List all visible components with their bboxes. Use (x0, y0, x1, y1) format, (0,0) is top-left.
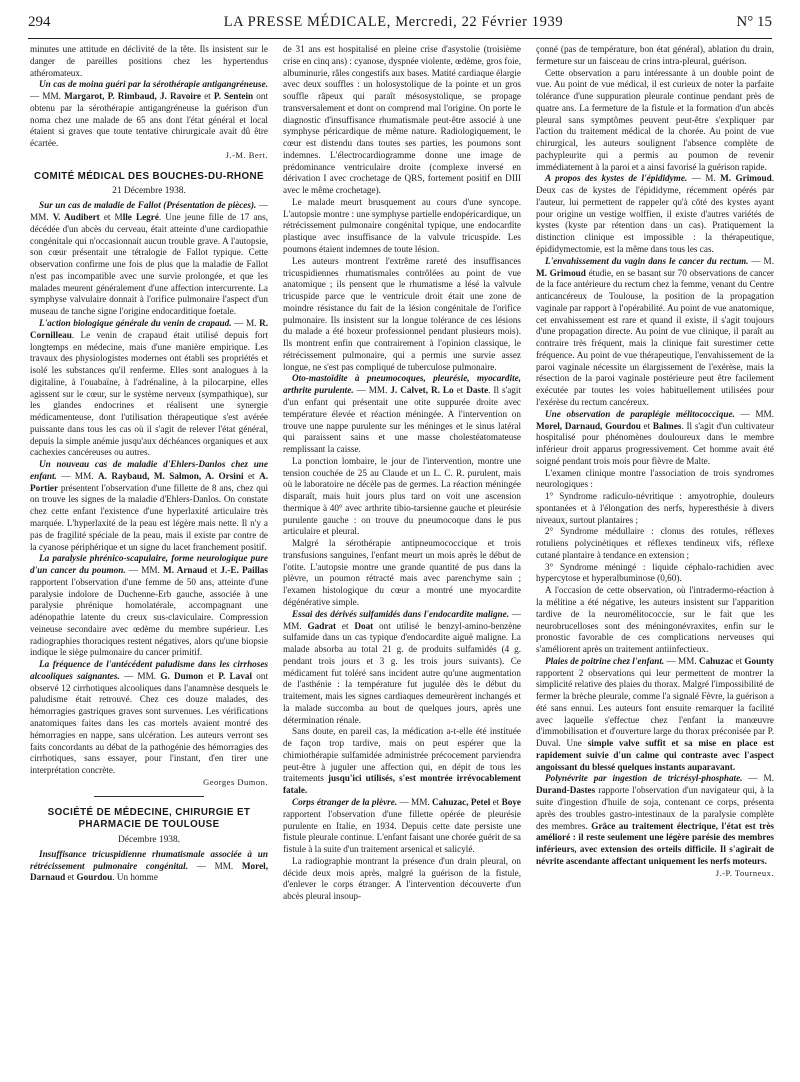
text-run: . Il s'agit d'un enfant qui présentait une otite suppurée droite avec température élevée et réaction méningée. A l'intervention on trouve une nappe purulente sur les méninges et le sinus latéral qui paraissent sains et une masse cholestéatomateuse remplissant la caisse. (283, 385, 521, 455)
paragraph (283, 797, 521, 856)
text-run: étudie, en se basant sur 70 observations de cancer de la face antérieure du rectum chez la femme, venant du Centre anticancéreux de Toulouse, la position de la propagation vaginale par rapport à l'opérabilité. Au point de vue anatomique, cet envahissement est rare et quand il existe, il s'agit toujours d'une propagation directe. Au point de vue clinique, il paraît au contraire très fréquent, mais la clinique fait surestimer cette fréquence. Au point de vue thérapeutique, l'envahissement de la paroi vaginale nécessite un élargissement de l'exérèse, mais la résection de la paroi vaginale postérieure peut être facilement exécutée par toutes les voies habituellement utilisées pour l'exérèse du rectum cancéreux. (536, 267, 774, 407)
text-run: — M. (231, 317, 260, 328)
section-title: L'envahissement du vagin dans le cancer du rectum. (545, 255, 749, 266)
paragraph (283, 538, 521, 609)
author-name: Morel, Darnaud (30, 860, 268, 883)
section-title: Essai des dérivés sulfamidés dans l'endocardite maligne. (292, 608, 510, 619)
section-title: Polynévrite par ingestion de tricrésyl-phosphate. (545, 773, 743, 784)
author-name: Gourdou (76, 872, 113, 883)
author-name: lle (122, 212, 132, 223)
paragraph (536, 44, 774, 68)
text-run: Cette observation a paru intéressante à un double point de vue. Au point de vue médical, il est curieux de noter la parfaite tolérance d'une suppuration pleurale continue pendant près de quatre ans. La fermeture de la fistule et la formation d'un abcès pleural sans symptômes peuvent peut-être s'expliquer par l'action du traitement médical de la chorée. Au point de vue chirurgical, les auteurs soulignent l'absence complète de pachypleurite qui a permis au poumon de revenir immédiatement à la paroi et a ainsi favorisé la guérison rapide. (536, 67, 774, 172)
paragraph (536, 409, 774, 468)
text-run: . Un homme (112, 872, 158, 883)
paragraph (283, 856, 521, 903)
section-title: Sur un cas de maladie de Fallot (Présentation de pièces). (39, 200, 257, 211)
author-name: Cahuzac (698, 655, 734, 666)
section-title: Un nouveau cas de maladie d'Ehlers-Danlos chez une enfant. (30, 459, 268, 481)
text-run: et (207, 565, 221, 576)
signature: J.-M. Bert. (225, 149, 268, 160)
text-run: et (490, 797, 502, 807)
signature: Georges Dumon. (203, 776, 268, 787)
text-run: La ponction lombaire, le jour de l'intervention, montre une tension couchée de 25 au Claude et un L. C. R. purulent, mais où le laboratoire ne décèle pas de germes. La réaction méningée disparaît, mais huit jours plus tard on voit une ascension thermique à 40° avec arthrite tibio-tarsienne gauche et pleurésie purulente gauche : on trouve du pneumocoque dans le pus articulaire et pleural. (283, 455, 521, 537)
text-run: — MM. (125, 565, 164, 576)
session-date: Décembre 1938. (118, 834, 180, 845)
section-title: A propos des kystes de l'épididyme. (545, 173, 688, 184)
text-run: et (336, 620, 355, 631)
section-title: Plaies de poitrine chez l'enfant. (545, 655, 665, 666)
text-run: . Deux cas de kystes de l'épididyme, récemment opérés par l'auteur, lui permettent de rappeler qu'à côté des kystes ayant pour origine un vestige wolffien, il existe d'autres variétés de kystes (kyste par rétention dans un cas). Pratiquement la distinction clinique est impossible : la thérapeutique, épididymectomie, est la même dans tous les cas. (536, 173, 774, 255)
author-name: J.-E. Paillas (220, 565, 268, 576)
text-run: — M. (742, 773, 774, 784)
paragraph (536, 773, 774, 867)
text-run: — M. (748, 255, 774, 266)
text-run: . Le venin de crapaud était utilisé depuis fort longtemps en médecine, mais d'une manière empirique. Les travaux des physiologistes modernes ont établi ses propriétés et isolé les substances qu'il renferme. Elles sont analogues à la digitaline, à l'ouabaïne, à l'adrénaline, à la pilocarpine, elles agissent sur le cœur, sur le système nerveux (sympathique), sur les glandes endocrines et réalisent une synergie médicamenteuse, dont l'utilisation thérapeutique s'est avérée puissante dans tous les cas où il s'agit de relever l'état général, depuis la simple anémie jusqu'aux déchéances organiques et aux cachexies cancéreuses ou autres. (30, 329, 268, 458)
text-run: rapporte l'observation d'un navigateur qui, à la suite d'ingestion d'huile de soja, contenant ce corps, présenta après des troubles gastro-intestinaux de la paralysie complète des membres. (536, 785, 774, 831)
text-run: La radiographie montrant la présence d'un drain pleural, on décide deux mois après, malgré la guérison de la fistule, d'enlever le corps étranger. A l'intervention découverte d'un abcès pleural insoup- (283, 855, 521, 902)
paragraph (283, 726, 521, 797)
text-run: — MM. (30, 91, 65, 102)
text-run: et (640, 420, 653, 431)
paragraph (30, 44, 268, 79)
author-name: Doat (354, 620, 374, 631)
column-3 (536, 44, 774, 1074)
author-name: V. Audibert (52, 212, 100, 223)
paragraph (283, 373, 521, 455)
text-run: ont observé 12 cirrhotiques alcooliques dans l'anamnèse desquels le paludisme était retrouvé. Chez ces douze malades, des hémorragies gastriques graves sont survenues. Les vérifications anatomiques faites dans les cas mortels avaient montré des hémorragies en nappe, sans ulcération. Les auteurs verront ses faits concordants au débat de la pathogénie des hémorragies des cirrhotiques, sans essayer, pour l'instant, d'en tirer une interprétation concrète. (30, 670, 268, 776)
text-run: — M. (687, 173, 721, 184)
paragraph (283, 256, 521, 374)
text-run: Le malade meurt brusquement au cours d'une syncope. L'autopsie montre : une symphyse partielle endopéricardique, un rétrécissement pulmonaire congénital typique, une endocardite plastique avec insuffisance de la valvule tricuspide. Les poumons étaient indemnes de toute lésion. (283, 196, 521, 255)
column-2 (283, 44, 521, 1074)
text-run: et (65, 872, 77, 883)
page-number: 294 (28, 14, 51, 30)
paragraph (30, 79, 268, 150)
paragraph (30, 553, 268, 659)
author-name: Durand-Dastes (536, 785, 596, 796)
text-run: et (203, 670, 219, 681)
paragraph (30, 659, 268, 777)
text-run: et M (99, 212, 123, 223)
author-name: A. Raybaud, M. Salmon, A. Orsini (97, 470, 244, 481)
text-run: et (243, 470, 260, 481)
journal-title: LA PRESSE MÉDICALE, Mercredi, 22 Février 1939 (223, 14, 564, 30)
session-date: 21 Décembre 1938. (112, 186, 186, 197)
issue-number: N° 15 (736, 14, 772, 30)
text-run: — MM. (188, 860, 242, 871)
text-run: Grâce au traitement électrique, l'état est très amélioré : il reste seulement une légère parésie des membres inférieurs, avec extension des orteils difficile. Il s'agirait de névrite ascendante affectant uniquement les nerfs moteurs. (536, 820, 774, 866)
text-run: minutes une attitude en déclivité de la tête. Ils insistent sur le danger de pareilles positions chez les hypertendus athéromateux. (30, 44, 268, 78)
paragraph (536, 468, 774, 492)
paragraph (283, 44, 521, 197)
paragraph (283, 609, 521, 727)
author-name: Gadrat (307, 620, 337, 631)
paragraph (283, 197, 521, 256)
text-run: présentent l'observation d'une fillette de 8 ans, chez qui on trouve les signes de la maladie d'Ehlers-Danlos. On constate chez cette enfant l'existence d'une hyperlaxité articulaire très marquée. L'hyperlaxité de la peau est légère mais nette. Il n'y a pas de fragilité spéciale de la peau, mais il existe par contre de la cyanose périphérique et un signe du lacet franchement positif. (30, 482, 268, 552)
author-name: Boye (501, 797, 521, 807)
author-name: A. Portier (30, 470, 268, 493)
author-name: M. Grimoud (720, 173, 772, 184)
author-name: P. Laval (218, 670, 253, 681)
text-run: A l'occasion de cette observation, où l'intradermo-réaction à la mélitine a été négative, les auteurs insistent sur l'apparition tardive de la neuromélitococcie, sur le fait que les neurobrucelloses sont des méningonévraxites, enfin sur le pronostic favorable de ces complications nerveuses qui s'améliorent après un traitement antiinfectieux. (536, 585, 774, 655)
text-run: çonné (pas de température, bon état général), ablation du drain, fermeture sur un faisceau de crins intra-pleural, guérison. (536, 44, 774, 66)
author-name: J. Calvet, R. Lo (390, 385, 454, 396)
text-run: ont obtenu par la sérothérapie antigangréneuse la guérison d'un noma chez une malade de 65 ans dont l'état général et local étaient si graves que toute tentative chirurgicale avait dû être écartée. (30, 91, 268, 149)
section-title: Une observation de paraplégie mélitococcique. (545, 408, 735, 419)
author-name: M. Arnaud (163, 565, 208, 576)
text-run: simple valve suffit et sa mise en place est rapidement suivie d'un calme qui contraste avec l'aspect angoissant du blessé quelques instants auparavant. (536, 738, 774, 772)
text-run: 3° Syndrome méningé : liquide céphalo-rachidien avec hypercytose et hyperalbuminose (0,60). (536, 561, 774, 584)
text-run: . Il s'agit d'un cultivateur hospitalisé pour phénomènes douloureux dans le membre inférieur droit apparus progressivement. Cet homme avait été soigné pendant trois mois pour fièvre de Malte. (536, 420, 774, 466)
author-name: M. Grimoud (536, 267, 586, 278)
paragraph (536, 526, 774, 561)
section-title: Corps étranger de la plèvre. (292, 797, 398, 807)
paragraph (30, 849, 268, 884)
author-name: Cahuzac, Petel (432, 797, 491, 807)
author-name: Daste (466, 385, 489, 396)
text-run: ont utilisé le benzyl-amino-benzène sulfamide dans un cas typique d'endocardite aiguë maligne. La malade absorba au total 21 g. de produits sulfamidés (4 g. pendant trois jours et 3 g. les trois jours suivants). Ce médicament fut toléré sans incident autre qu'une augmentation de l'asthénie : la température fut jugulée dès le début du traitement, mais les signes cardiaques demeurèrent inchangés et la malade succomba au bout de quelques jours, après une détermination rénale. (283, 620, 521, 725)
text-run: — MM. (30, 200, 268, 223)
text-run: jusqu'ici utilisés, s'est montrée irrévocablement fatale. (283, 773, 521, 796)
header-rule (28, 38, 772, 39)
column-1 (30, 44, 268, 1074)
paragraph (30, 318, 268, 459)
paragraph (30, 200, 268, 318)
section-title: La paralysie phrénico-scapulaire, forme neurologique pure d'un cancer du poumon. (30, 553, 268, 576)
page-header (28, 14, 772, 34)
paragraph (536, 173, 774, 255)
section-title: Un cas de moina guéri par la sérothérapie antigangréneuse. (39, 79, 268, 90)
section-title: Insuffisance tricuspidienne rhumatismale associée à un rétrécissement pulmonaire congénital. (30, 848, 268, 871)
text-run: — MM. (56, 470, 98, 481)
text-run: Malgré la sérothérapie antipneumococcique et trois transfusions sanguines, l'enfant meurt un mois après le début de l'otite. L'autopsie montre une grande quantité de pus dans la plèvre, un poumon rétracté mais avec parenchyme sain ; l'examen histologique du cœur a montré une myocardite dégénérative simple. (283, 538, 521, 607)
text-run: — MM. (734, 408, 774, 419)
paragraph (536, 491, 774, 526)
text-run: 1° Syndrome radiculo-névritique : amyotrophie, douleurs spontanées et à l'élongation des nerfs, hyperesthésie à divers niveaux, surtout plantaires ; (536, 491, 774, 525)
paragraph (283, 456, 521, 538)
signature: J.-P. Tourneux. (715, 867, 774, 878)
text-run: rapportent l'observation d'une femme de 50 ans, atteinte d'une paralysie indolore de Duchenne-Erb gauche, associée à une paralysie phrénique homolatérale, accompagnant une adénopathie latente du creux sus-claviculaire. Compression veineuse secondaire avec œdème du membre supérieur. Les radiographies thoraciques restent négatives, alors qu'une biopsie indique le siège pulmonaire du cancer primitif. (30, 576, 268, 658)
paragraph (536, 256, 774, 409)
society-heading: COMITÉ MÉDICAL DES BOUCHES-DU-RHONE (34, 170, 264, 182)
text-run: — MM. (664, 655, 699, 666)
text-run: — MM. (353, 385, 391, 396)
author-name: R. Cornilleau (30, 317, 268, 340)
text-run: et (453, 385, 467, 396)
text-run: rapportent l'observation d'une fillette opérée de pleurésie purulente en Italie, en 1934. Depuis cette date persiste une fistule pleurale continue. L'enfant faisant une chorée guérit de sa fistule à la suite d'un traitement arsenical et salicylé. (283, 808, 521, 855)
text-run: 2° Syndrome médullaire : clonus des rotules, réflexes rotuliens polycinétiques et réflexes tendineux vifs, réflexe cutané plantaire à tendance en extension ; (536, 526, 774, 560)
text-run: Les auteurs montrent l'extrême rareté des insuffisances tricuspidiennes rhumatismales contrôlées au point de vue anatomique ; ils pensent que le rhumatisme a lésé la valvule tricuspide parce que le ventricule droit était une zone de moindre résistance du fait de la lésion congénitale de l'orifice pulmonaire. Ils insistent sur la longue tolérance de ces lésions du malade a été boxeur professionnel pendant plusieurs mois). Ils montrent enfin que contrairement à l'opinion classique, le rétrécissement pulmonaire, qui a permis une survie assez longue, ne s'est pas compliqué de tuberculose pulmonaire. (283, 255, 521, 372)
text-run: L'examen clinique montre l'association de trois syndromes neurologiques : (536, 467, 774, 490)
author-name: Gounty (744, 655, 774, 666)
section-title: Oto-mastoïdite à pneumocoques, pleurésie, myocardite, arthrite purulente. (283, 373, 521, 396)
paragraph (536, 562, 774, 586)
text-run: — MM. (397, 797, 433, 807)
society-heading: SOCIÉTÉ DE MÉDECINE, CHIRURGIE ET PHARMACIE DE TOULOUSE (47, 806, 251, 831)
paragraph (536, 585, 774, 656)
section-separator (94, 796, 204, 797)
text-run: Sans doute, en pareil cas, la médication a-t-elle été instituée de façon trop tardive, mais on peut espérer que la chimiothérapie sulfamidée administrée précocement parviendra peut-être à juguler une affection qui, en dépit de tous les traitements (283, 726, 521, 784)
text-run: — MM. (119, 670, 161, 681)
section-title: La fréquence de l'antécédent paludisme dans les cirrhoses alcooliques saignantes. (30, 659, 268, 681)
paragraph (536, 656, 774, 774)
text-run: et (733, 655, 745, 666)
text-run: et (200, 91, 214, 102)
paragraph (536, 68, 774, 174)
author-name: G. Dumon (160, 670, 204, 681)
author-name: Legré (135, 212, 159, 223)
author-name: P. Sentein (213, 91, 254, 102)
text-run: rapportent 2 observations qui leur permettent de montrer la simplicité relative des plaies du thorax. Malgré l'impossibilité de fermer la brèche pleurale, comme l'a signalé Fèvre, la guérison a été sans ennui. Les auteurs font ensuite remarquer la facilité avec laquelle s'effectue chez l'enfant la manœuvre d'immobilisation et d'ouverture large du thorax préconisée par P. Duval. Une (536, 667, 774, 749)
author-name: Balmes (652, 420, 682, 431)
author-name: Morel, Darnaud, Gourdou (536, 420, 641, 431)
paragraph (30, 459, 268, 553)
text-run: — MM. (283, 608, 521, 631)
author-name: Margarot, P. Rimbaud, J. Ravoire (64, 91, 201, 102)
section-title: L'action biologique générale du venin de crapaud. (39, 317, 232, 328)
text-run: de 31 ans est hospitalisé en pleine crise d'asystolie (troisième crise en cinq ans) : cyanose, dyspnée violente, œdème, gros foie, albuminurie, râles congestifs aux bases. Matité cardiaque élargie avec deux souffles : un holosystolique de la pointe et un gros souffle râpeux qui paraît mésosystolique, se propage transversalement et dont on comprend mal l'origine. On porte le diagnostic d'insuffisance rhumatismale peut-être associé à une symphyse péricardique de même nature. Radiologiquement, le cœur est distendu dans toutes ses parties, les poumons sont indemnes. L'électrocardiogramme donne une image de prédominance ventriculaire droite (complexe inversé en dérivation I avec crochetage de QRS, fortement positif en DIII avec le même crochetage). (283, 44, 521, 196)
text-run: . Une jeune fille de 17 ans, décédée d'un abcès du cerveau, était atteinte d'une cardiopathie congénitale qui n'occasionnait aucun trouble grave. A l'autopsie, son cœur présentait une tétralogie de Fallot typique. Cette observation confirme une fois de plus que la maladie de Fallot n'est pas incompatible avec une survie prolongée, et que les malades meurent généralement d'une affection intercurrente. La symphyse valvulaire donnait à l'orifice pulmonaire l'aspect d'un museau de tanche signe l'origine endocarditique foetale. (30, 212, 268, 317)
